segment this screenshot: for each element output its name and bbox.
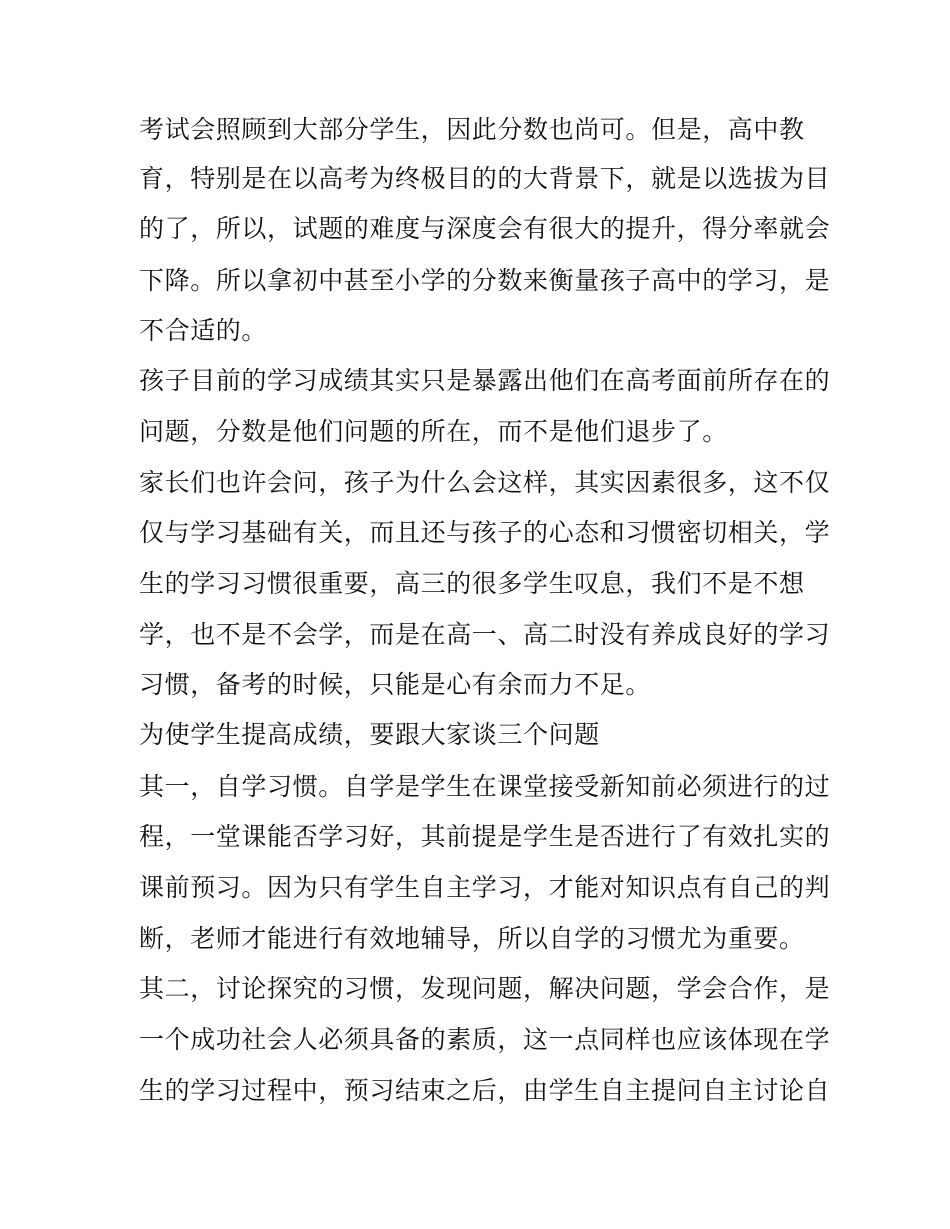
text-line: 一个成功社会人必须具备的素质，这一点同样也应该体现在学 bbox=[139, 1025, 831, 1054]
text-line: 仅与学习基础有关，而且还与孩子的心态和习惯密切相关，学 bbox=[139, 518, 831, 547]
text-line: 考试会照顾到大部分学生，因此分数也尚可。但是，高中教 bbox=[139, 115, 805, 144]
text-line: 为使学生提高成绩，要跟大家谈三个问题 bbox=[139, 720, 600, 749]
text-line: 下降。所以拿初中甚至小学的分数来衡量孩子高中的学习，是 bbox=[139, 266, 831, 295]
text-line: 课前预习。因为只有学生自主学习，才能对知识点有自己的判 bbox=[139, 873, 831, 902]
text-line: 断，老师才能进行有效地辅导，所以自学的习惯尤为重要。 bbox=[139, 924, 805, 953]
text-line: 程，一堂课能否学习好，其前提是学生是否进行了有效扎实的 bbox=[139, 822, 831, 851]
text-line: 其二，讨论探究的习惯，发现问题，解决问题，学会合作，是 bbox=[139, 974, 831, 1003]
text-line: 不合适的。 bbox=[139, 316, 268, 345]
text-line: 生的学习过程中，预习结束之后，由学生自主提问自主讨论自 bbox=[139, 1076, 831, 1105]
text-line: 其一，自学习惯。自学是学生在课堂接受新知前必须进行的过 bbox=[139, 772, 831, 801]
text-line: 育，特别是在以高考为终极目的的大背景下，就是以选拔为目 bbox=[139, 164, 831, 193]
text-line: 的了，所以，试题的难度与深度会有很大的提升，得分率就会 bbox=[139, 214, 831, 243]
text-line: 家长们也许会问，孩子为什么会这样，其实因素很多，这不仅 bbox=[139, 468, 831, 497]
text-line: 习惯，备考的时候，只能是心有余而力不足。 bbox=[139, 670, 652, 699]
text-line: 学，也不是不会学，而是在高一、高二时没有养成良好的学习 bbox=[139, 620, 831, 649]
text-line: 生的学习习惯很重要，高三的很多学生叹息，我们不是不想 bbox=[139, 569, 805, 598]
text-line: 孩子目前的学习成绩其实只是暴露出他们在高考面前所存在的 bbox=[139, 366, 831, 395]
text-line: 问题，分数是他们问题的所在，而不是他们退步了。 bbox=[139, 417, 728, 446]
